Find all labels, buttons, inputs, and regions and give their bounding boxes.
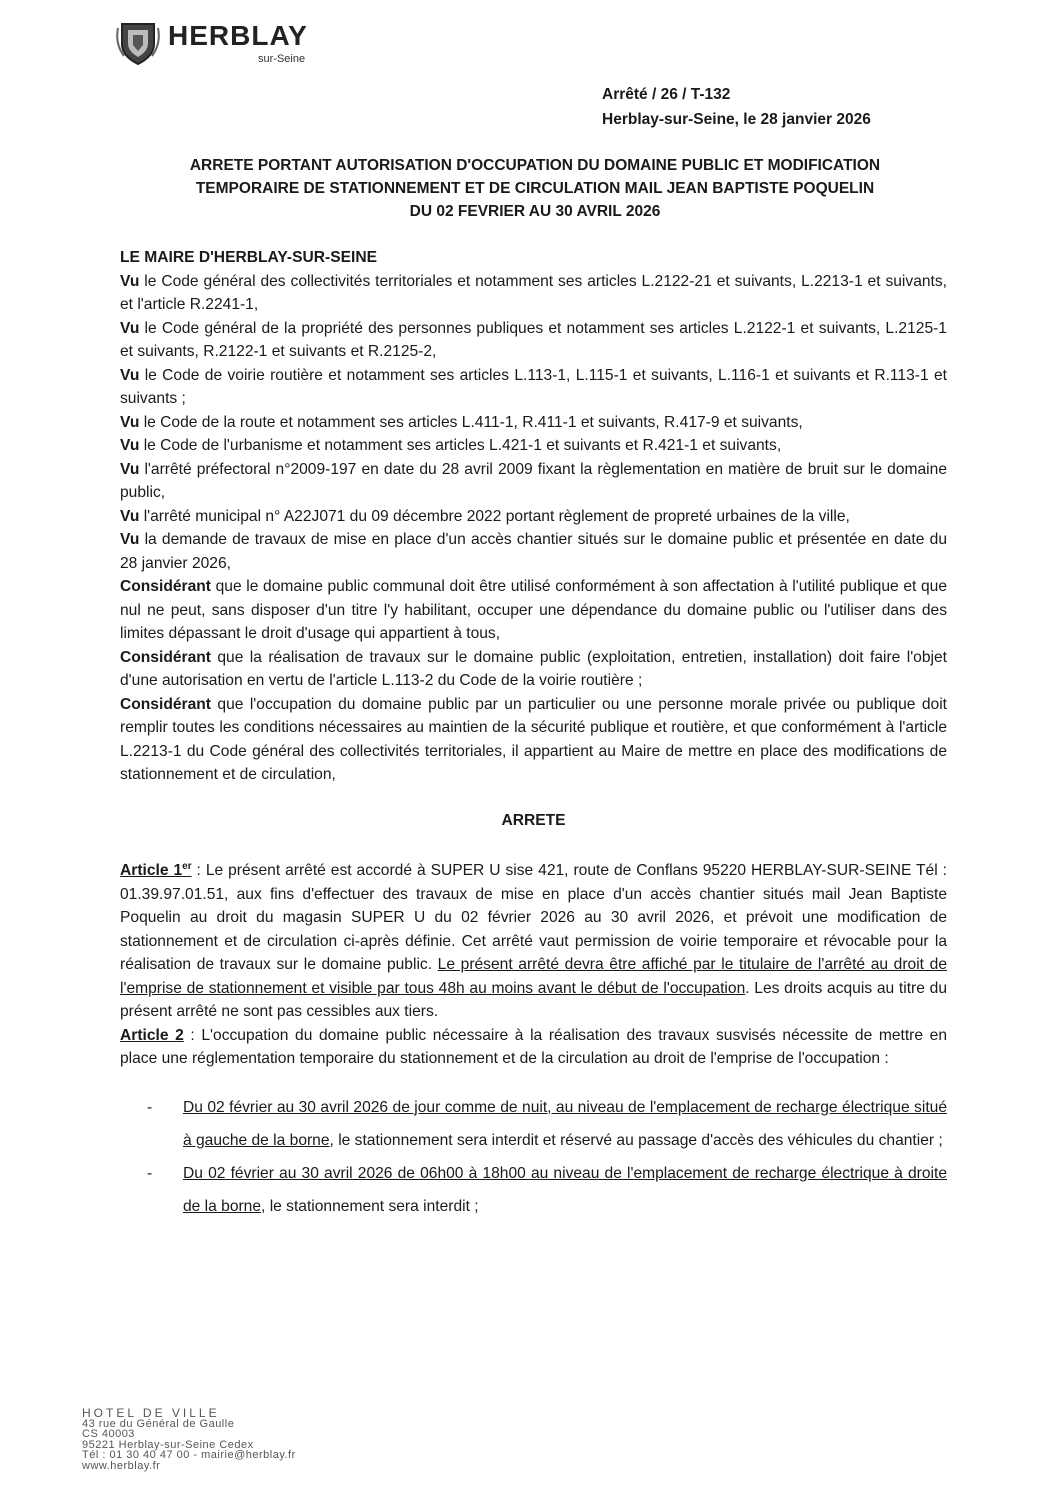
footer-contact: Tél : 01 30 40 47 00 - mairie@herblay.fr <box>82 1449 296 1461</box>
title-line-2: TEMPORAIRE DE STATIONNEMENT ET DE CIRCULATION MAIL JEAN BAPTISTE POQUELIN <box>195 180 875 197</box>
logo-name: HERBLAY <box>168 20 308 51</box>
list-item <box>120 1157 947 1223</box>
article-1-end: . Les droits acquis au titre du présent arrêté ne sont pas cessibles aux tiers. <box>120 979 947 1020</box>
logo-subtitle: sur-Seine <box>258 53 306 65</box>
list-item-rest: , le stationnement sera interdit et réservé au passage d'accès des véhicules du chantier ; <box>329 1131 943 1149</box>
vu-paragraph <box>120 528 947 575</box>
footer-address <box>82 1408 296 1471</box>
considerant-keyword: Considérant <box>120 578 211 595</box>
list-item <box>120 1091 947 1157</box>
document-title <box>120 154 950 223</box>
article-2 <box>120 1024 947 1071</box>
title-line-3: DU 02 FEVRIER AU 30 AVRIL 2026 <box>409 203 661 220</box>
considerant-keyword: Considérant <box>120 695 211 713</box>
article-1-label: Article 1er <box>120 860 192 879</box>
vu-paragraph <box>120 505 947 529</box>
vu-text: le Code de l'urbanisme et notamment ses articles L.421-1 et suivants et R.421-1 et suivants, <box>139 437 782 454</box>
herblay-logo <box>116 16 356 70</box>
title-line-1: ARRETE PORTANT AUTORISATION D'OCCUPATION DU DOMAINE PUBLIC ET MODIFICATION <box>189 157 881 174</box>
maire-heading: LE MAIRE D'HERBLAY-SUR-SEINE <box>120 249 377 266</box>
article-2-text: : L'occupation du domaine public nécessaire à la réalisation des travaux susvisés nécessite de mettre en place une réglementation temporaire du stationnement et de la circulation au droit de l'emprise de l'occupation : <box>120 1026 948 1067</box>
vu-keyword: Vu <box>120 319 140 337</box>
vu-paragraph <box>120 270 947 317</box>
vu-paragraph <box>120 317 947 364</box>
footer-city: 95221 Herblay-sur-Seine Cedex <box>82 1438 254 1451</box>
footer-hotel-de-ville: HOTEL DE VILLE <box>82 1406 220 1420</box>
vu-text: le Code de la route et notamment ses articles L.411-1, R.411-1 et suivants, R.417-9 et suivants, <box>139 413 803 431</box>
vu-keyword: Vu <box>120 437 140 454</box>
vu-text: l'arrêté préfectoral n°2009-197 en date du 28 avril 2009 fixant la règlementation en matière de bruit sur le domaine public, <box>120 460 947 501</box>
vu-keyword: Vu <box>120 507 140 525</box>
considerant-paragraph <box>120 693 947 787</box>
considerant-text: que le domaine public communal doit être utilisé conformément à son affectation à l'utilité publique et que nul ne peut, sans disposer d'un titre l'y habilitant, occuper une dépendance du domaine public ou l'utiliser dans des limites dépassant le droit d'usage qui appartient à tous, <box>120 578 947 642</box>
considerant-paragraph <box>120 575 947 646</box>
place-date: Herblay-sur-Seine, le 28 janvier 2026 <box>602 111 871 128</box>
article-1-underlined: Le présent arrêté devra être affiché par le titulaire de l'arrêté au droit de l'emprise de stationnement et visible par tous 48h au moins avant le début de l'occupation <box>120 956 947 997</box>
list-item-underlined: Du 02 février au 30 avril 2026 de jour comme de nuit, au niveau de l'emplacement de recharge électrique situé à gauche de la borne <box>183 1098 947 1149</box>
footer-cs: CS 40003 <box>82 1428 135 1440</box>
vu-keyword: Vu <box>120 272 140 290</box>
vu-keyword: Vu <box>120 366 140 384</box>
list-dash: - <box>147 1098 153 1116</box>
vu-text: la demande de travaux de mise en place d'un accès chantier situés sur le domaine public et présentée en date du 28 janvier 2026, <box>120 531 947 572</box>
vu-paragraph <box>120 458 947 505</box>
vu-keyword: Vu <box>120 413 140 431</box>
considerant-keyword: Considérant <box>120 648 211 666</box>
vu-keyword: Vu <box>120 531 140 548</box>
vu-paragraph <box>120 434 947 458</box>
considerant-text: que l'occupation du domaine public par un particulier ou une personne morale privée ou publique doit remplir toutes les conditions nécessaires au maintien de la sécurité publique et routière, et que conformément à l'article L.2213-1 du Code général des collectivités territoriales, il appartient au Maire de mettre en place des modifications de stationnement et de circulation, <box>120 695 947 783</box>
regulation-list <box>120 1091 947 1223</box>
reference-number: Arrêté / 26 / T-132 <box>602 86 731 103</box>
considerant-paragraph <box>120 646 947 693</box>
document-body <box>120 246 947 1223</box>
considerant-text: que la réalisation de travaux sur le domaine public (exploitation, entretien, installation) doit faire l'objet d'une autorisation en vertu de l'article L.113-2 du Code de la voirie routière ; <box>120 648 947 689</box>
footer-street: 43 rue du Général de Gaulle <box>82 1417 235 1430</box>
vu-paragraph <box>120 364 947 411</box>
article-1 <box>120 859 947 1024</box>
vu-paragraph <box>120 411 947 435</box>
article-1-text: : Le présent arrêté est accordé à SUPER U sise 421, route de Conflans 95220 HERBLAY-SUR-SEINE Tél : 01.39.97.01.51, aux fins d'effectuer des travaux de mise en place d'un accès chantier situés mail Jean Baptiste Poquelin au droit du magasin SUPER U du 02 février 2026 au 30 avril 2026, et prévoit une modification de stationnement et de circulation ci-après définie. Cet arrêté vaut permission de voirie temporaire et révocable pour la réalisation de travaux sur le domaine public. <box>120 862 947 973</box>
reference-block <box>602 82 871 132</box>
list-item-rest: , le stationnement sera interdit ; <box>261 1197 479 1215</box>
vu-keyword: Vu <box>120 460 140 478</box>
list-dash: - <box>147 1164 153 1182</box>
list-item-underlined: Du 02 février au 30 avril 2026 de 06h00 à 18h00 au niveau de l'emplacement de recharge électrique à droite de la borne <box>183 1164 947 1215</box>
article-2-label: Article 2 <box>120 1026 184 1044</box>
vu-text: l'arrêté municipal n° A22J071 du 09 décembre 2022 portant règlement de propreté urbaines de la ville, <box>139 507 850 525</box>
vu-text: le Code général des collectivités territoriales et notamment ses articles L.2122-21 et suivants, L.2213-1 et suivants, et l'article R.2241-1, <box>120 272 947 313</box>
city-crest-icon <box>116 18 160 66</box>
vu-text: le Code général de la propriété des personnes publiques et notamment ses articles L.2122-1 et suivants, L.2125-1 et suivants, R.2122-1 et suivants et R.2125-2, <box>120 319 947 360</box>
vu-text: le Code de voirie routière et notamment ses articles L.113-1, L.115-1 et suivants, L.116-1 et suivants et R.113-1 et suivants ; <box>120 366 947 407</box>
footer-website: www.herblay.fr <box>82 1459 161 1472</box>
arrete-heading: ARRETE <box>501 811 566 829</box>
